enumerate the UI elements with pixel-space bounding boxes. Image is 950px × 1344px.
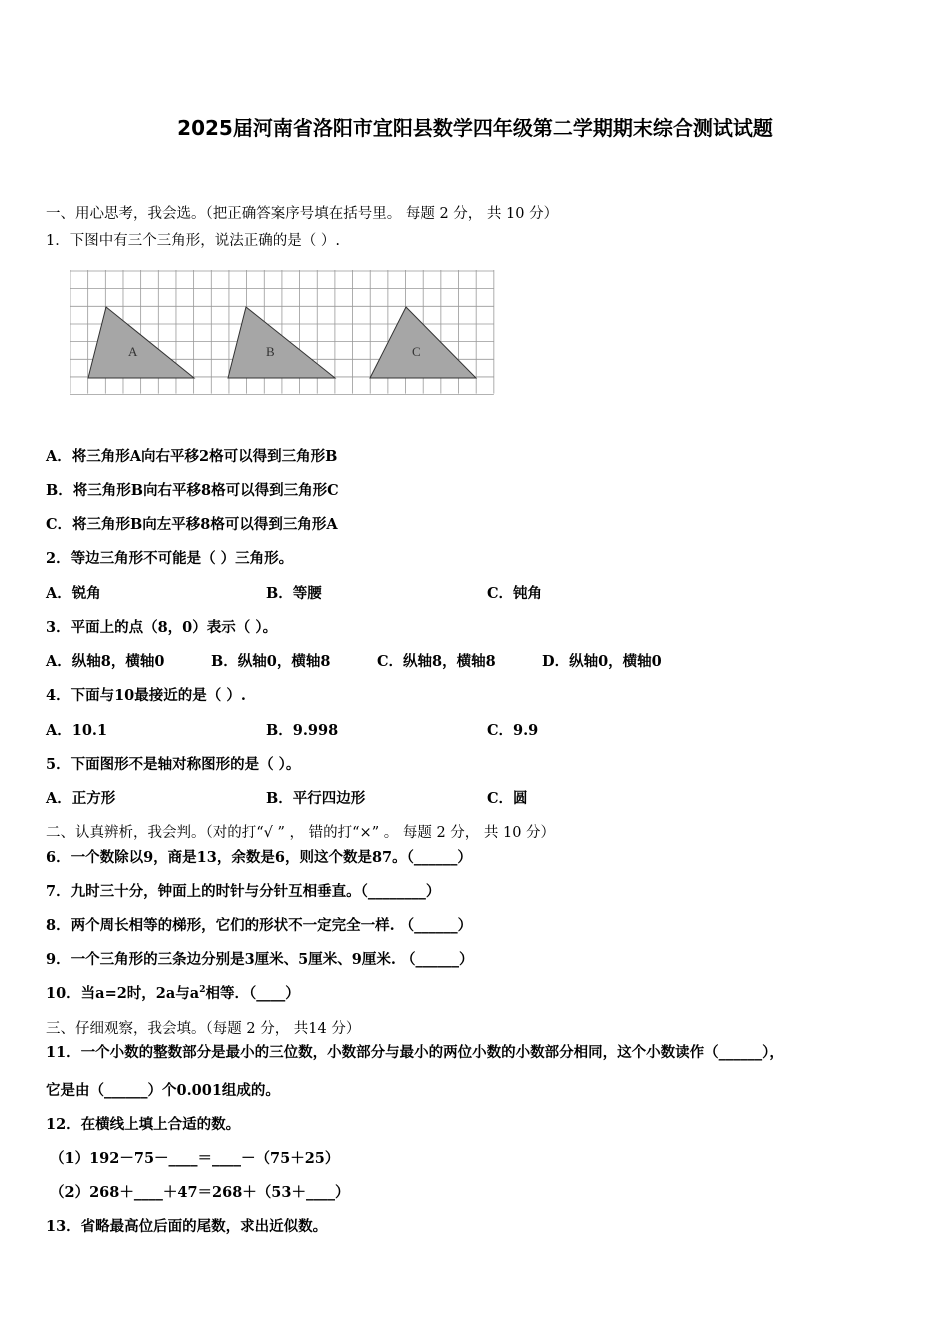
page-title: 2025届河南省洛阳市宜阳县数学四年级第二学期期末综合测试试题 (177, 116, 773, 140)
q3-option-c[interactable]: C．纵轴8，横轴8 (377, 653, 496, 670)
q5-option-a[interactable]: A．正方形 (46, 790, 116, 807)
q7: 7．九时三十分，钟面上的时针与分针互相垂直。（________） (46, 883, 441, 900)
section1-heading: 一、用心思考，我会选。（把正确答案序号填在括号里。 每题 2 分， 共 10 分） (46, 206, 559, 222)
triangle-b-label: B (266, 344, 275, 359)
q2-option-c[interactable]: C．钝角 (487, 585, 543, 602)
q1-stem: 1．下图中有三个三角形，说法正确的是（ ）. (46, 233, 340, 249)
q13-stem: 13．省略最高位后面的尾数，求出近似数。 (46, 1218, 328, 1235)
q3-option-b[interactable]: B．纵轴0，横轴8 (211, 653, 331, 670)
q11-line2: 它是由（______）个0.001组成的。 (46, 1082, 280, 1099)
q2-option-b[interactable]: B．等腰 (266, 585, 322, 602)
q3-option-d[interactable]: D．纵轴0，横轴0 (542, 653, 662, 670)
section3-heading: 三、仔细观察，我会填。（每题 2 分， 共14 分） (46, 1021, 361, 1037)
triangles-grid-figure (70, 270, 496, 398)
q4-option-b[interactable]: B．9.998 (266, 722, 339, 739)
q9: 9．一个三角形的三条边分别是3厘米、5厘米、9厘米. （______） (46, 951, 474, 968)
q10 (46, 982, 300, 1003)
q8: 8．两个周长相等的梯形，它们的形状不一定完全一样. （______） (46, 917, 473, 934)
q10-superscript: 2 (199, 985, 206, 996)
q10-after: 相等．（____） (205, 985, 300, 1002)
section2-heading: 二、认真辨析，我会判。（对的打“√ ” ， 错的打“×” 。 每题 2 分， 共 10 分） (46, 825, 556, 841)
triangle-a-label: A (128, 344, 138, 359)
q3-option-a[interactable]: A．纵轴8，横轴0 (46, 653, 165, 670)
q5-stem: 5．下面图形不是轴对称图形的是（ ）。 (46, 756, 301, 773)
q4-option-a[interactable]: A．10.1 (46, 722, 108, 739)
q3-stem: 3．平面上的点（8，0）表示（ ）。 (46, 619, 278, 636)
q11-line1: 11．一个小数的整数部分是最小的三位数，小数部分与最小的两位小数的小数部分相同，这个小数读作（______）， (46, 1044, 784, 1061)
q12-stem: 12．在横线上填上合适的数。 (46, 1116, 241, 1133)
q2-stem: 2．等边三角形不可能是（ ）三角形。 (46, 550, 294, 567)
q1-option-c[interactable]: C．将三角形B向左平移8格可以得到三角形A (46, 516, 338, 533)
q4-option-c[interactable]: C．9.9 (487, 722, 539, 739)
q5-option-c[interactable]: C．圆 (487, 790, 528, 807)
q1-option-a[interactable]: A．将三角形A向右平移2格可以得到三角形B (46, 448, 338, 465)
q10-before: 10．当a=2时，2a与a (46, 985, 200, 1002)
q4-stem: 4．下面与10最接近的是（ ）. (46, 687, 246, 704)
q6: 6．一个数除以9，商是13，余数是6，则这个数是87。（______） (46, 849, 472, 866)
q2-option-a[interactable]: A．锐角 (46, 585, 101, 602)
triangle-c-label: C (412, 344, 421, 359)
triangle-b (228, 307, 335, 378)
q12-part1: （1）192－75－____＝____－（75＋25） (50, 1150, 340, 1167)
q12-part2: （2）268＋____＋47＝268＋（53＋____） (50, 1184, 350, 1201)
q1-option-b[interactable]: B．将三角形B向右平移8格可以得到三角形C (46, 482, 339, 499)
q5-option-b[interactable]: B．平行四边形 (266, 790, 366, 807)
